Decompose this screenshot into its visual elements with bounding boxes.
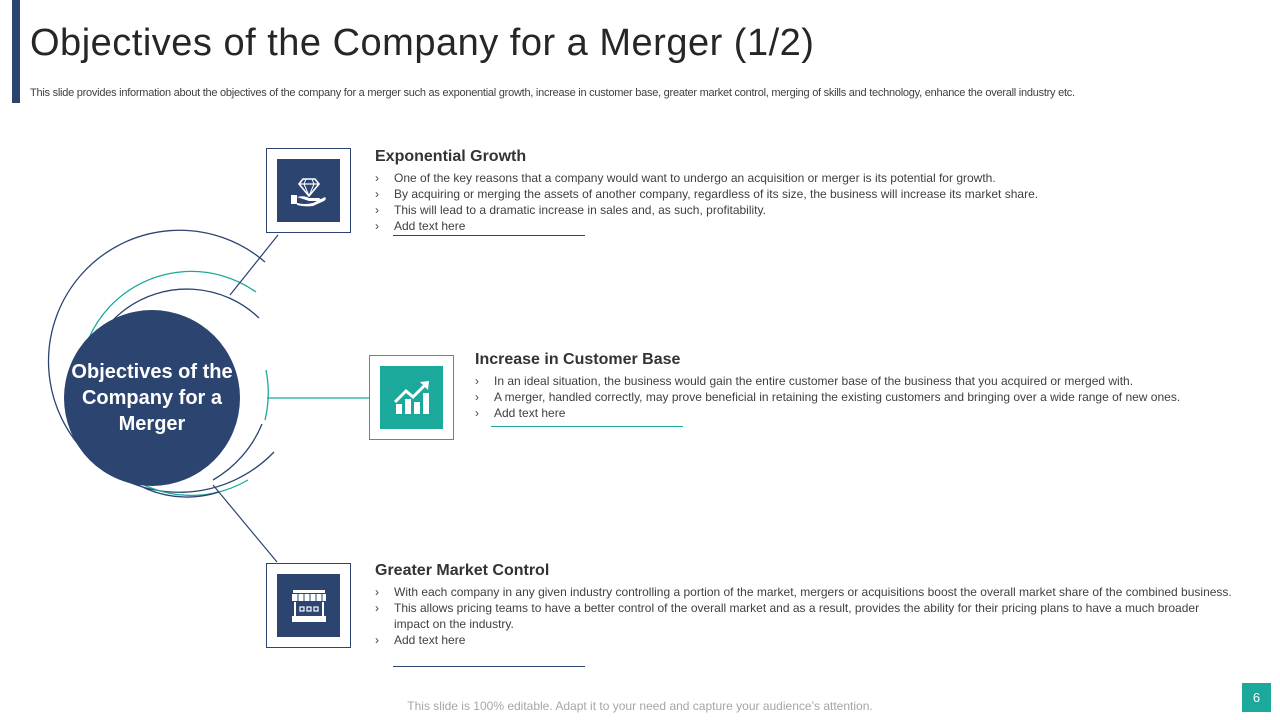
footer-note: This slide is 100% editable. Adapt it to your need and capture your audience’s attention. (407, 699, 873, 713)
list-item: › A merger, handled correctly, may prove beneficial in retaining the existing customers and bringing over a wide range of new ones. (475, 389, 1265, 405)
list-item: › This allows pricing teams to have a better control of the overall market and as a result, provides the ability for their pricing plans to have a much broader impact on the industry. (375, 600, 1235, 632)
exponential-growth-list (375, 170, 1235, 234)
slide-title: Objectives of the Company for a Merger (1/2) (30, 22, 815, 64)
exponential-growth-underline (393, 235, 585, 236)
list-item-placeholder[interactable]: › Add text here (375, 218, 1235, 234)
customer-base-list (475, 373, 1265, 421)
list-item-placeholder[interactable]: › Add text here (475, 405, 1265, 421)
market-control-block (375, 562, 1235, 648)
growth-chart-icon (380, 366, 443, 429)
market-control-list (375, 584, 1235, 648)
customer-base-icon-box (369, 355, 454, 440)
list-item: › In an ideal situation, the business would gain the entire customer base of the business that you acquired or merged with. (475, 373, 1265, 389)
customer-base-block (475, 351, 1265, 421)
right-arc-teal (265, 370, 268, 420)
list-item: › By acquiring or merging the assets of another company, regardless of its size, the business will increase its market share. (375, 186, 1235, 202)
customer-base-heading: Increase in Customer Base (475, 351, 681, 368)
exponential-growth-heading: Exponential Growth (375, 148, 527, 165)
market-control-heading: Greater Market Control (375, 562, 550, 579)
market-control-underline (393, 666, 585, 667)
list-item: › With each company in any given industry controlling a portion of the market, mergers or acquisitions boost the overall market share of the combined business. (375, 584, 1235, 600)
market-stall-icon (277, 574, 340, 637)
center-label: Objectives of the Company for a Merger (71, 361, 233, 435)
exponential-growth-block (375, 148, 1235, 234)
market-control-icon-box (266, 563, 351, 648)
exponential-growth-icon-box (266, 148, 351, 233)
list-item: › One of the key reasons that a company would want to undergo an acquisition or merger is its potential for growth. (375, 170, 1235, 186)
list-item: › This will lead to a dramatic increase in sales and, as such, profitability. (375, 202, 1235, 218)
connector-bottom (213, 485, 277, 562)
diamond-hand-icon (277, 159, 340, 222)
slide-subtitle: This slide provides information about the objectives of the company for a merger such as exponential growth, increase in customer base, greater market control, merging of skills and technology, enhance the overall industry etc. (30, 87, 1075, 99)
list-item-placeholder[interactable]: › Add text here (375, 632, 1235, 648)
page-number-badge: 6 (1242, 683, 1271, 712)
customer-base-underline (491, 426, 683, 427)
